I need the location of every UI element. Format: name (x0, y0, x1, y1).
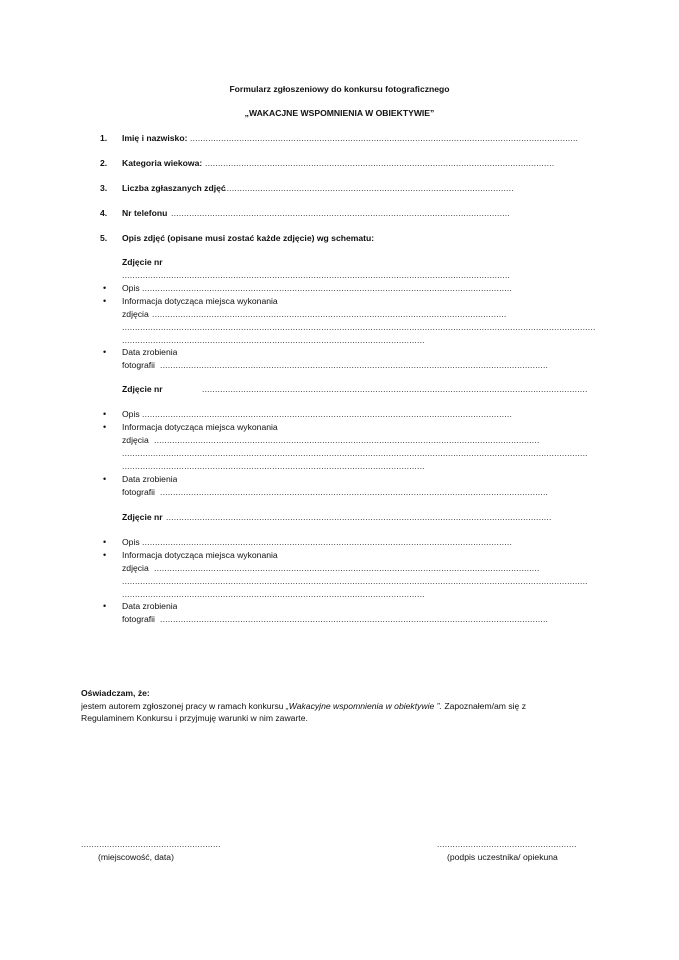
field-label-phone: Nr telefonu (122, 208, 168, 218)
photo-2-opis-label: Opis (122, 409, 140, 419)
declaration-line-1 (81, 701, 526, 712)
photo-3-date-fill-line[interactable]: ...................................................................................................................................................... (160, 614, 549, 624)
photo-3-heading: Zdjęcie nr (122, 512, 163, 522)
bullet-icon: • (103, 409, 107, 419)
field-number-1: 1. (100, 133, 108, 143)
declaration-text-after: Zapoznałem/am się z (441, 701, 526, 711)
place-date-fill-line[interactable]: ...................................................... (81, 839, 221, 849)
photo-2-date-fill-line[interactable]: ...................................................................................................................................................... (160, 487, 549, 497)
photo-1-info-label: Informacja dotycząca miejsca wykonania (122, 296, 278, 306)
photo-1-info-fill-line-3[interactable]: ..................................................................................................................... (122, 335, 425, 345)
phone-fill-line[interactable]: ................................................................................................................................... (171, 208, 510, 218)
bullet-icon: • (103, 550, 107, 560)
signature-caption: (podpis uczestnika/ opiekuna (447, 852, 558, 862)
photo-3-number-fill-line[interactable]: ..................................................................................................................................................... (166, 512, 552, 522)
field-label-age-category: Kategoria wiekowa: (122, 158, 203, 168)
photo-1-heading: Zdjęcie nr (122, 257, 163, 267)
name-fill-line[interactable]: ...................................................................................................................................................... (190, 133, 579, 143)
photo-2-info-fill-line-3[interactable]: ..................................................................................................................... (122, 461, 425, 471)
photo-1-info-fill-line-2[interactable]: ....................................................................................................................................................................................... (122, 322, 596, 332)
signature-fill-line[interactable]: ...................................................... (437, 839, 577, 849)
photo-2-date-label: Data zrobienia (122, 474, 178, 484)
bullet-icon: • (103, 474, 107, 484)
photo-1-date-fill-line[interactable]: ...................................................................................................................................................... (160, 360, 549, 370)
photo-1-number-fill-line[interactable]: ...................................................................................................................................................... (122, 270, 510, 280)
photo-1-info-fill-line[interactable]: ......................................................................................................................................... (152, 309, 507, 319)
bullet-icon: • (103, 537, 107, 547)
photo-3-info-fill-line[interactable]: ..................................................................................................................................................... (154, 563, 540, 573)
photo-3-info-label: Informacja dotycząca miejsca wykonania (122, 550, 278, 560)
bullet-icon: • (103, 422, 107, 432)
field-number-2: 2. (100, 158, 108, 168)
photo-3-opis-fill-line[interactable]: ............................................................................................................................................... (142, 537, 512, 547)
field-label-photo-count: Liczba zgłaszanych zdjęć (122, 183, 226, 193)
form-title: Formularz zgłoszeniowy do konkursu fotograficznego (229, 84, 450, 94)
field-number-3: 3. (100, 183, 108, 193)
contest-name: „Wakacyjne wspomnienia w obiektywie ”. (285, 701, 442, 711)
photo-1-opis-label: Opis (122, 283, 140, 293)
photo-2-info-fill-line[interactable]: ..................................................................................................................................................... (154, 435, 540, 445)
photo-2-info-fill-line-2[interactable]: .................................................................................................................................................................................... (122, 448, 588, 458)
photo-1-info-label-cont: zdjęcia (122, 309, 149, 319)
form-subtitle: „WAKACJNE WSPOMNIENIA W OBIEKTYWIE” (244, 108, 435, 118)
photo-2-info-label: Informacja dotycząca miejsca wykonania (122, 422, 278, 432)
field-label-description: Opis zdjęć (opisane musi zostać każde zdjęcie) wg schematu: (122, 233, 375, 243)
bullet-icon: • (103, 601, 107, 611)
photo-2-number-fill-line[interactable]: ..................................................................................................................................................... (202, 384, 588, 394)
bullet-icon: • (103, 347, 107, 357)
photo-3-date-label: Data zrobienia (122, 601, 178, 611)
photo-1-date-label: Data zrobienia (122, 347, 178, 357)
photo-1-opis-fill-line[interactable]: ............................................................................................................................................... (142, 283, 512, 293)
photo-3-info-fill-line-2[interactable]: .................................................................................................................................................................................... (122, 576, 588, 586)
bullet-icon: • (103, 283, 107, 293)
field-number-4: 4. (100, 208, 108, 218)
place-date-caption: (miejscowość, data) (98, 852, 174, 862)
photo-1-date-label-cont: fotografii (122, 360, 155, 370)
photo-2-heading: Zdjęcie nr (122, 384, 163, 394)
photo-2-date-label-cont: fotografii (122, 487, 155, 497)
bullet-icon: • (103, 296, 107, 306)
photo-3-info-fill-line-3[interactable]: ..................................................................................................................... (122, 589, 425, 599)
photo-3-info-label-cont: zdjęcia (122, 563, 149, 573)
field-number-5: 5. (100, 233, 108, 243)
photo-3-date-label-cont: fotografii (122, 614, 155, 624)
declaration-heading: Oświadczam, że: (81, 688, 150, 698)
photo-3-opis-label: Opis (122, 537, 140, 547)
declaration-line-2: Regulaminem Konkursu i przyjmuję warunki w nim zawarte. (81, 713, 308, 723)
declaration-text-before: jestem autorem zgłoszonej pracy w ramach konkursu (81, 701, 286, 711)
photo-2-info-label-cont: zdjęcia (122, 435, 149, 445)
photo-count-fill-line[interactable]: ................................................................................................................ (224, 183, 514, 193)
age-category-fill-line[interactable]: ....................................................................................................................................... (205, 158, 555, 168)
photo-2-opis-fill-line[interactable]: ............................................................................................................................................... (142, 409, 512, 419)
field-label-name: Imię i nazwisko: (122, 133, 188, 143)
